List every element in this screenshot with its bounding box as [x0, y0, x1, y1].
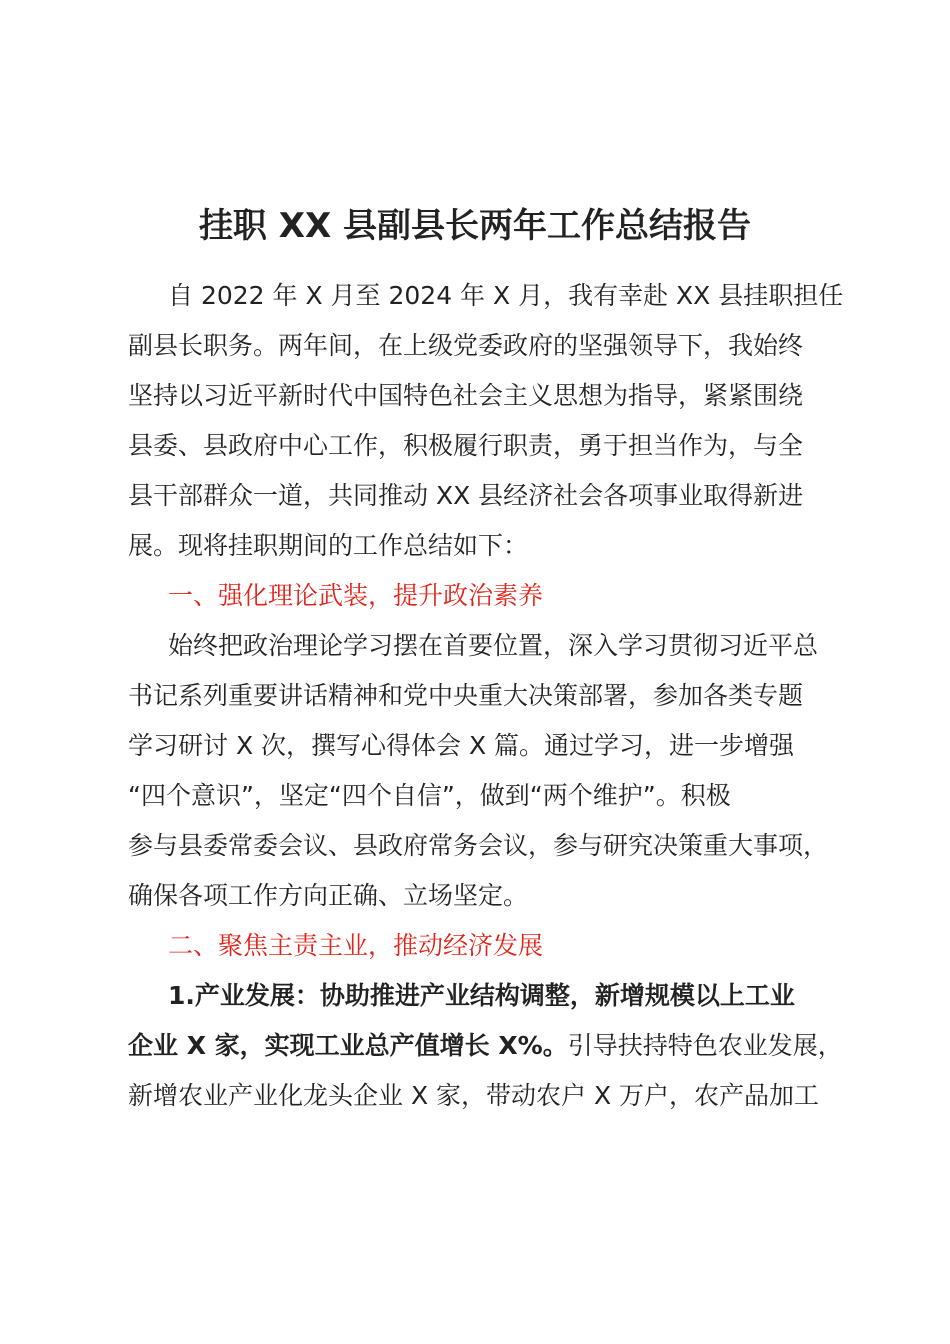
paragraph-line: “四个意识”，坚定“四个自信”，做到“两个维护”。积极	[128, 781, 731, 810]
subsection-lead-tail: 企业 X 家，实现工业总产值增长 X%。	[128, 1031, 568, 1060]
paragraph-line: 确保各项工作方向正确、立场坚定。	[128, 881, 529, 910]
paragraph-line: 始终把政治理论学习摆在首要位置，深入学习贯彻习近平总	[168, 631, 819, 660]
subsection-lead-line: 1.产业发展：协助推进产业结构调整，新增规模以上工业	[168, 981, 795, 1010]
paragraph-line: 学习研讨 X 次，撰写心得体会 X 篇。通过学习，进一步增强	[128, 731, 795, 760]
document-title: 挂职 XX 县副县长两年工作总结报告	[198, 206, 752, 246]
paragraph-line: 副县长职务。两年间，在上级党委政府的坚强领导下，我始终	[128, 331, 804, 360]
paragraph-text: 引导扶持特色农业发展，	[567, 1031, 843, 1060]
paragraph-line: 新增农业产业化龙头企业 X 家，带动农户 X 万户，农产品加工	[128, 1081, 820, 1110]
section-heading-1: 一、强化理论武装，提升政治素养	[168, 581, 544, 610]
paragraph-line-mixed	[128, 1021, 843, 1071]
paragraph-line: 县干部群众一道，共同推动 XX 县经济社会各项事业取得新进	[128, 481, 804, 510]
paragraph-line: 参与县委常委会议、县政府常务会议，参与研究决策重大事项，	[128, 831, 829, 860]
paragraph-line: 县委、县政府中心工作，积极履行职责，勇于担当作为，与全	[128, 431, 804, 460]
paragraph-line: 自 2022 年 X 月至 2024 年 X 月，我有幸赴 XX 县挂职担任	[168, 281, 844, 310]
paragraph-line: 展。现将挂职期间的工作总结如下：	[128, 531, 529, 560]
paragraph-line: 书记系列重要讲话精神和党中央重大决策部署，参加各类专题	[128, 681, 804, 710]
paragraph-line: 坚持以习近平新时代中国特色社会主义思想为指导，紧紧围绕	[128, 381, 804, 410]
section-heading-2: 二、聚焦主责主业，推动经济发展	[168, 931, 544, 960]
